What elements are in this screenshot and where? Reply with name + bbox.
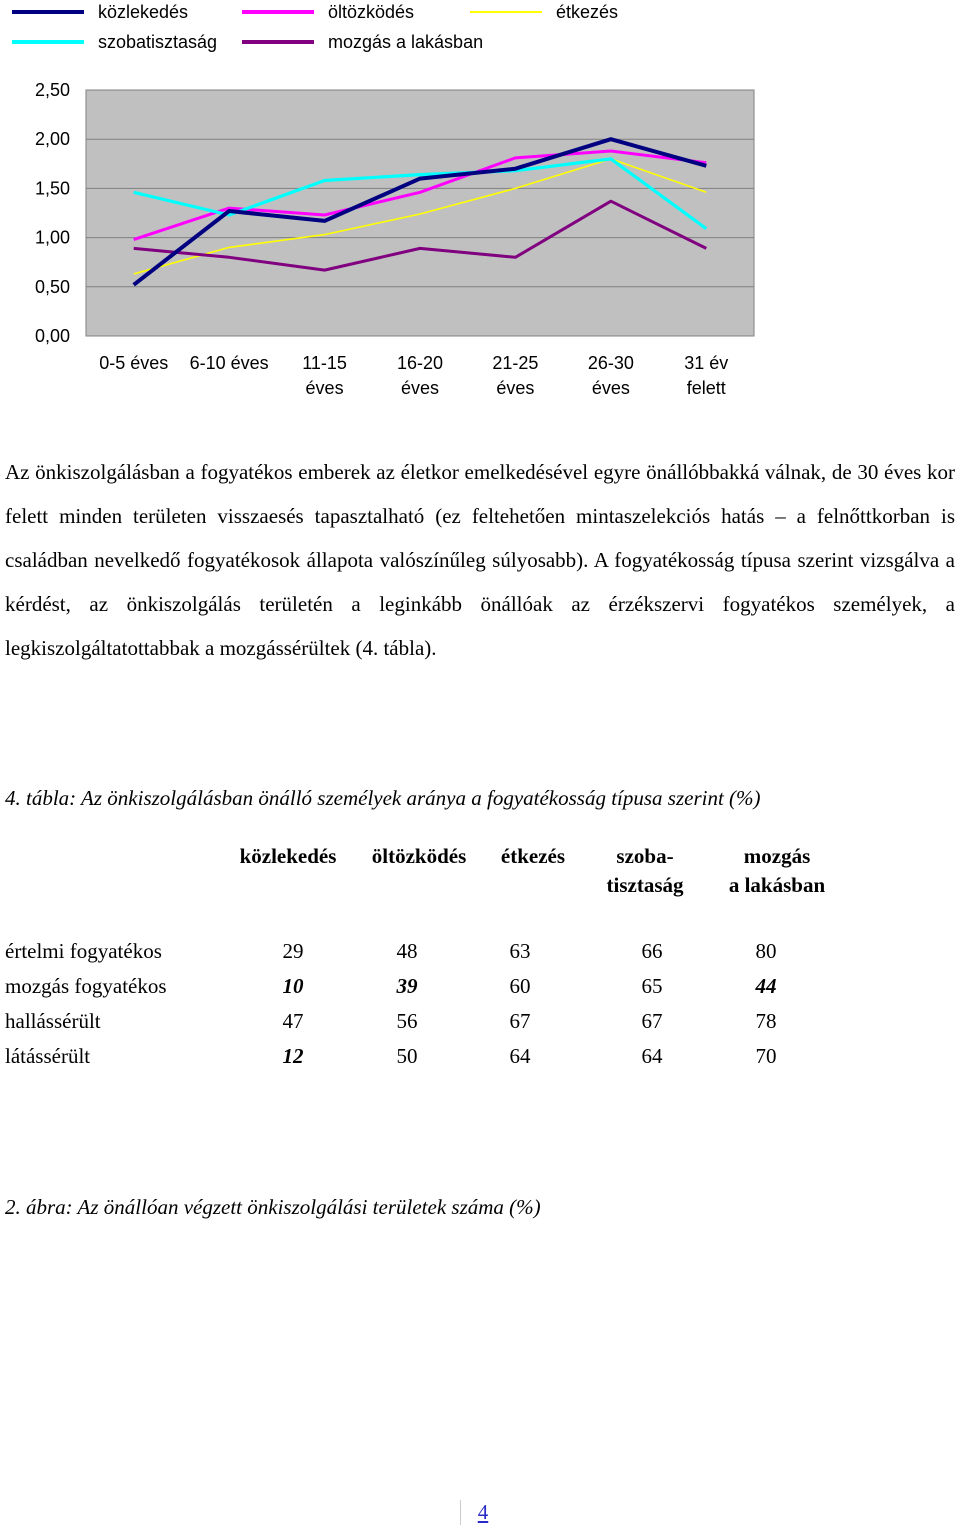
table-cell: 63 (509, 939, 531, 963)
legend-item-szobatisztaság (12, 30, 217, 54)
body-paragraph: Az önkiszolgálásban a fogyatékos emberek az életkor emelkedésével egyre önállóbbakká válnak, de 30 éves kor felett minden területen visszaesés tapasztalható (ez feltehetően mintaszelekciós hatás – a felnőttkorban is családban nevelkedő fogyatékosok állapota valószínűleg súlyosabb). A fogyatékosság típusa szerint vizsgálva a kérdést, az önkiszolgálás területén a leginkább önállóak az érzékszervi fogyatékos személyek, a legkiszolgáltatottabbak a mozgássérültek (4. tábla). (5, 460, 955, 660)
table-cell: 66 (641, 939, 663, 963)
table-row (0, 974, 960, 1009)
table-cell: 64 (509, 1044, 531, 1068)
legend-item-öltözködés (242, 0, 414, 24)
y-tick-label: 1,50 (34, 178, 70, 199)
line-chart (0, 60, 780, 410)
table-row (0, 939, 960, 974)
y-tick-label: 0,50 (34, 276, 70, 297)
table-cell: 65 (641, 974, 663, 998)
table-caption: 4. tábla: Az önkiszolgálásban önálló személyek aránya a fogyatékosság típusa szerint (%) (5, 786, 761, 810)
table-cell: 47 (282, 1009, 304, 1033)
column-header-szobatisztaság (590, 842, 700, 900)
legend-swatch (242, 40, 314, 44)
legend-item-mozgás-a-lakásban (242, 30, 483, 54)
table-cell: 67 (641, 1009, 663, 1033)
header-line: mozgás (743, 844, 811, 868)
x-tick-label: 6-10 éves (189, 353, 269, 373)
legend-swatch (12, 40, 84, 44)
table-cell: 12 (282, 1044, 304, 1068)
y-tick-label: 2,00 (34, 129, 70, 150)
table-cell: 64 (641, 1044, 663, 1068)
x-tick-label: 16-20 éves (396, 353, 444, 398)
page-number[interactable]: 4 (460, 1500, 505, 1525)
legend-item-közlekedés (12, 0, 188, 24)
header-line: közlekedés (239, 844, 337, 868)
y-tick-label: 0,00 (34, 326, 70, 346)
x-tick-label: 31 év felett (684, 353, 729, 398)
table-cell: 67 (509, 1009, 531, 1033)
row-label: látássérült (5, 1044, 91, 1068)
legend-swatch (470, 11, 542, 13)
table-cell: 60 (509, 974, 531, 998)
row-label: értelmi fogyatékos (5, 939, 162, 963)
x-tick-label: 21-25 éves (492, 353, 539, 398)
row-label: hallássérült (5, 1009, 101, 1033)
x-tick-label: 11-15 éves (302, 353, 347, 398)
y-tick-label: 1,00 (34, 227, 70, 248)
table-row (0, 1044, 960, 1079)
legend-label: öltözködés (328, 1, 415, 22)
legend-label: közlekedés (98, 1, 189, 22)
table-cell: 44 (755, 974, 777, 998)
legend-item-étkezés (470, 0, 618, 24)
table-cell: 29 (282, 939, 304, 963)
header-line: a lakásban (728, 873, 826, 897)
column-header-közlekedés (226, 842, 350, 871)
table-cell: 10 (282, 974, 304, 998)
header-line: szoba- (616, 844, 674, 868)
column-header-mozgás-a-lakásban (712, 842, 842, 900)
table-row (0, 1009, 960, 1044)
row-label: mozgás fogyatékos (5, 974, 167, 998)
legend-label: mozgás a lakásban (328, 31, 484, 52)
x-tick-label: 0-5 éves (99, 353, 169, 373)
header-line: öltözködés (371, 844, 467, 868)
column-header-étkezés (488, 842, 578, 871)
legend-label: szobatisztaság (98, 31, 218, 52)
legend-label: étkezés (556, 1, 619, 22)
table-cell: 78 (755, 1009, 777, 1033)
figure-caption: 2. ábra: Az önállóan végzett önkiszolgálási területek száma (%) (5, 1195, 541, 1219)
x-tick-label: 26-30 éves (587, 353, 634, 398)
table-cell: 50 (396, 1044, 418, 1068)
table-cell: 80 (755, 939, 777, 963)
chart-legend (0, 0, 700, 58)
table-cell: 48 (396, 939, 418, 963)
header-line: étkezés (500, 844, 566, 868)
header-line: tisztaság (606, 873, 684, 897)
table-cell: 39 (396, 974, 418, 998)
column-header-öltözködés (356, 842, 482, 871)
table-cell: 56 (396, 1009, 418, 1033)
y-tick-label: 2,50 (34, 80, 70, 100)
legend-swatch (12, 10, 84, 14)
table-cell: 70 (755, 1044, 777, 1068)
plot-area (86, 90, 754, 336)
legend-swatch (242, 10, 314, 14)
